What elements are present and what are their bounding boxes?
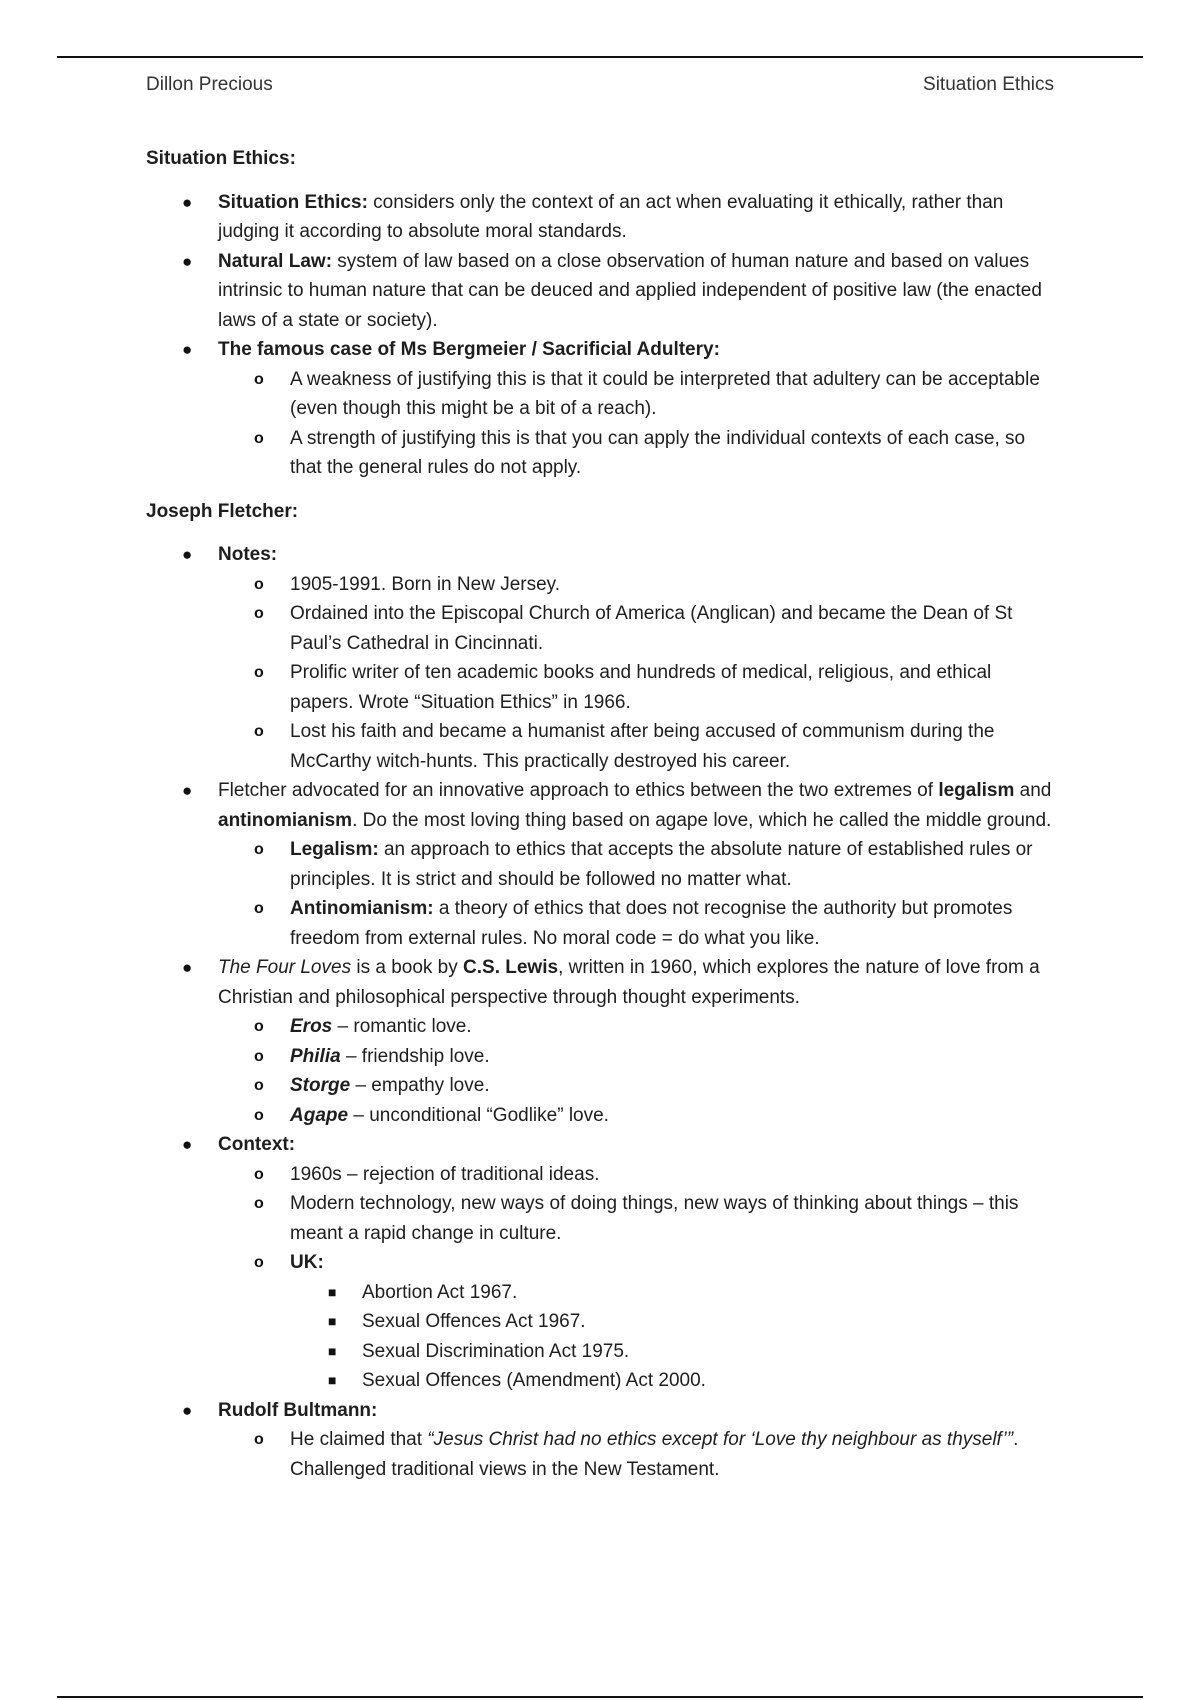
- text-part: He claimed that: [290, 1429, 428, 1450]
- text-part: and: [1014, 780, 1052, 801]
- act-item: [290, 1278, 1056, 1308]
- circle-bullet-icon: o: [254, 1431, 264, 1448]
- sub-item-text: Ordained into the Episcopal Church of America (Anglican) and became the Dean of St Paul’s Cathedral in Cincinnati.: [290, 603, 1013, 654]
- love-desc: – friendship love.: [340, 1045, 490, 1067]
- sub-list-item: [218, 717, 1056, 776]
- book-author: C.S. Lewis: [463, 957, 559, 978]
- circle-bullet-icon: o: [254, 1165, 264, 1183]
- text-part: . Challenged traditional views in the New Testament.: [290, 1429, 1019, 1480]
- circle-bullet-icon: o: [254, 575, 264, 593]
- bullet-icon: ●: [182, 781, 193, 800]
- quote: “Jesus Christ had no ethics except for ‘Love thy neighbour as thyself’”: [427, 1429, 1014, 1450]
- sub-list-item: [218, 658, 1056, 717]
- header-rule: [57, 56, 1143, 58]
- document-body: [146, 144, 1056, 1484]
- love-name: Eros: [290, 1016, 333, 1037]
- text-part: is a book by: [351, 957, 464, 978]
- term: Natural Law:: [218, 250, 333, 272]
- circle-bullet-icon: o: [254, 1047, 264, 1065]
- text-part: Fletcher advocated for an innovative approach to ethics between the two extremes of: [218, 780, 939, 801]
- circle-bullet-icon: o: [254, 723, 264, 740]
- act-text: Sexual Offences Act 1967.: [362, 1311, 586, 1332]
- sub-list: [146, 570, 1056, 777]
- act-text: Sexual Discrimination Act 1975.: [362, 1340, 630, 1362]
- term: Legalism:: [290, 839, 379, 860]
- sub-list-item: [218, 365, 1056, 424]
- sub-item-text: 1960s – rejection of traditional ideas.: [290, 1163, 600, 1185]
- list-item: [146, 1130, 1056, 1396]
- item-title: The famous case of Ms Bergmeier / Sacrificial Adultery:: [218, 339, 720, 360]
- sub-list-item: [218, 1248, 1056, 1396]
- square-bullet-icon: ■: [328, 1313, 337, 1329]
- section-heading-situation-ethics: Situation Ethics:: [146, 148, 296, 169]
- sub-item-text: 1905-1991. Born in New Jersey.: [290, 573, 561, 595]
- sub-list: [146, 1425, 1056, 1484]
- bullet-icon: ●: [182, 1135, 193, 1154]
- bullet-icon: ●: [182, 340, 193, 359]
- love-desc: – unconditional “Godlike” love.: [348, 1104, 609, 1126]
- item-title: Notes:: [218, 544, 278, 565]
- section-heading-joseph-fletcher: Joseph Fletcher:: [146, 500, 299, 522]
- sub-list-item: [218, 1189, 1056, 1248]
- list-item: [146, 1396, 1056, 1485]
- book-title: The Four Loves: [218, 957, 352, 978]
- text-part: . Do the most loving thing based on agape love, which he called the middle ground.: [352, 809, 1052, 831]
- sub-list-item: [218, 1425, 1056, 1484]
- circle-bullet-icon: o: [254, 1018, 264, 1035]
- circle-bullet-icon: o: [254, 429, 264, 447]
- square-bullet-icon: ■: [328, 1283, 337, 1300]
- definition: an approach to ethics that accepts the absolute nature of established rules or principles. It is strict and should be followed no matter what.: [290, 839, 1033, 890]
- act-item: [290, 1337, 1056, 1367]
- sub-list: [146, 835, 1056, 953]
- list-item: [146, 247, 1056, 336]
- sub-list: [146, 365, 1056, 483]
- love-desc: – romantic love.: [332, 1016, 472, 1037]
- sub-list-item: [218, 1101, 1056, 1131]
- circle-bullet-icon: o: [254, 841, 264, 858]
- act-item: [290, 1307, 1056, 1337]
- situation-ethics-list: [146, 188, 1056, 483]
- list-item: [146, 188, 1056, 247]
- bullet-icon: ●: [182, 1400, 193, 1420]
- text-part: , written in 1960, which explores the nature of love from a Christian and philosophical perspective through thought experiments.: [218, 957, 1040, 1008]
- sub-item-text: Lost his faith and became a humanist after being accused of communism during the McCarthy witch-hunts. This practically destroyed his career.: [290, 721, 995, 772]
- sub-list-item: [218, 424, 1056, 483]
- sub-list-item: [218, 894, 1056, 953]
- item-title: Context:: [218, 1134, 296, 1155]
- circle-bullet-icon: o: [254, 664, 264, 681]
- footer-rule: [57, 1696, 1143, 1698]
- bullet-icon: ●: [182, 251, 193, 271]
- bullet-icon: ●: [182, 192, 193, 212]
- circle-bullet-icon: o: [254, 900, 264, 917]
- definition: a theory of ethics that does not recognise the authority but promotes freedom from external rules. No moral code = do what you like.: [290, 898, 1013, 949]
- header-author: Dillon Precious: [146, 74, 273, 95]
- love-name: Storge: [290, 1075, 351, 1096]
- sub-list-item: [218, 1160, 1056, 1190]
- bullet-icon: ●: [182, 545, 193, 564]
- circle-bullet-icon: o: [254, 1254, 264, 1271]
- act-item: [290, 1366, 1056, 1396]
- square-bullet-icon: ■: [328, 1372, 337, 1388]
- sub-list: [146, 1160, 1056, 1396]
- love-name: Philia: [290, 1045, 341, 1067]
- header-doc-title: Situation Ethics: [923, 74, 1054, 95]
- love-desc: – empathy love.: [350, 1075, 490, 1096]
- act-text: Abortion Act 1967.: [362, 1281, 518, 1303]
- sub-list-item: [218, 570, 1056, 600]
- sub-list-item: [218, 599, 1056, 658]
- list-item: [146, 953, 1056, 1130]
- keyword-legalism: legalism: [938, 780, 1015, 801]
- uk-acts-list: [290, 1278, 1056, 1396]
- circle-bullet-icon: o: [254, 370, 264, 388]
- item-title: Rudolf Bultmann:: [218, 1399, 378, 1421]
- keyword-antinomianism: antinomianism: [218, 809, 353, 831]
- sub-list-item: [218, 1042, 1056, 1072]
- definition: considers only the context of an act when evaluating it ethically, rather than judging it according to absolute moral standards.: [218, 191, 1004, 242]
- sub-list-item: [218, 835, 1056, 894]
- sub-list-item: [218, 1071, 1056, 1101]
- list-item: [146, 335, 1056, 483]
- sub-item-text: A weakness of justifying this is that it could be interpreted that adultery can be acceptable (even though this might be a bit of a reach).: [290, 368, 1040, 419]
- sub-list: [146, 1012, 1056, 1130]
- term: Antinomianism:: [290, 898, 434, 919]
- sub-item-text: Modern technology, new ways of doing things, new ways of thinking about things – this meant a rapid change in culture.: [290, 1193, 1019, 1244]
- joseph-fletcher-list: [146, 540, 1056, 1484]
- list-item: [146, 540, 1056, 776]
- act-text: Sexual Offences (Amendment) Act 2000.: [362, 1370, 706, 1391]
- list-item: [146, 776, 1056, 953]
- circle-bullet-icon: o: [254, 1077, 264, 1094]
- square-bullet-icon: ■: [328, 1342, 337, 1359]
- sub-item-text: A strength of justifying this is that you can apply the individual contexts of each case, so that the general rules do not apply.: [290, 427, 1026, 478]
- term: Situation Ethics:: [218, 191, 368, 213]
- definition: system of law based on a close observation of human nature and based on values intrinsic to human nature that can be deuced and applied independent of positive law (the enacted laws of a state or society).: [218, 250, 1042, 331]
- circle-bullet-icon: o: [254, 1195, 264, 1212]
- circle-bullet-icon: o: [254, 1106, 264, 1124]
- bullet-icon: ●: [182, 958, 193, 977]
- sub-list-item: [218, 1012, 1056, 1042]
- love-name: Agape: [290, 1104, 349, 1126]
- uk-label: UK:: [290, 1252, 324, 1273]
- sub-item-text: Prolific writer of ten academic books and hundreds of medical, religious, and ethical papers. Wrote “Situation Ethics” in 1966.: [290, 662, 992, 713]
- circle-bullet-icon: o: [254, 605, 264, 622]
